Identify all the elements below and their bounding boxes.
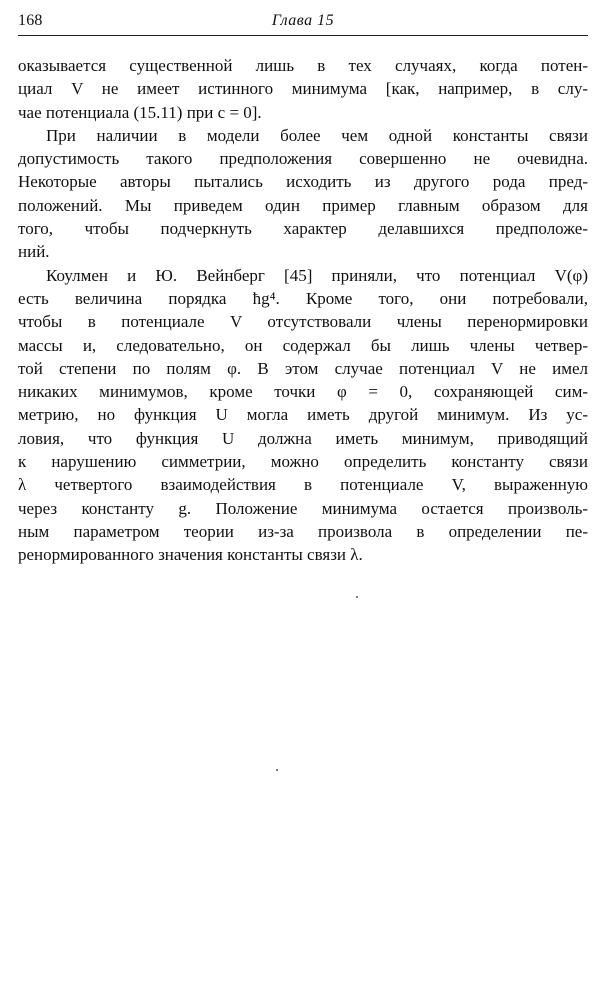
- text-line: положений. Мы приведем один пример главным образом для: [18, 195, 588, 215]
- text-line: оказывается существенной лишь в тех случаях, когда потен-: [18, 56, 588, 75]
- text-line: ловия, что функция U должна иметь минимум, приводящий: [18, 428, 588, 448]
- text-line: При наличии в модели более чем одной константы связи: [46, 125, 588, 145]
- book-page: [18, 10, 588, 567]
- body-text: [18, 54, 588, 567]
- text-line: массы и, следовательно, он содержал бы лишь члены четвер-: [18, 335, 588, 355]
- text-line: того, чтобы подчеркнуть характер делавшихся предположе-: [18, 219, 588, 239]
- text-line: есть величина порядка ħg⁴. Кроме того, они потребовали,: [18, 288, 588, 308]
- page-number: 168: [18, 12, 43, 29]
- text-line: ний.: [18, 242, 50, 262]
- text-line: той степени по полям φ. В этом случае потенциал V не имел: [18, 358, 588, 378]
- text-line: через константу g. Положение минимума остается произволь-: [18, 498, 588, 518]
- paragraph: [18, 124, 588, 264]
- text-line: метрию, но функция U могла иметь другой минимум. Из ус-: [18, 405, 588, 425]
- text-line: допустимость такого предположения совершенно не очевидна.: [18, 149, 588, 169]
- text-line: чтобы в потенциале V отсутствовали члены перенормировки: [18, 312, 588, 332]
- text-line: λ четвертого взаимодействия в потенциале V, выраженную: [18, 475, 588, 495]
- page-header: [18, 10, 588, 36]
- paragraph: [18, 264, 588, 567]
- paragraph: [18, 54, 588, 124]
- text-line: ным параметром теории из-за произвола в определении пе-: [18, 521, 588, 541]
- text-line: ренормированного значения константы связи λ.: [18, 545, 363, 565]
- text-line: чае потенциала (15.11) при c = 0].: [18, 102, 262, 122]
- text-line: Некоторые авторы пытались исходить из другого рода пред-: [18, 172, 588, 192]
- text-line: Коулмен и Ю. Вейнберг [45] приняли, что потенциал V(φ): [46, 265, 588, 285]
- text-line: никаких минимумов, кроме точки φ = 0, сохраняющей сим-: [18, 382, 588, 402]
- scan-speck: [276, 769, 278, 771]
- scan-speck: [356, 596, 358, 598]
- chapter-running-head: Глава 15: [271, 12, 335, 29]
- text-line: циал V не имеет истинного минимума [как, например, в слу-: [18, 79, 588, 99]
- text-line: к нарушению симметрии, можно определить константу связи: [18, 452, 588, 472]
